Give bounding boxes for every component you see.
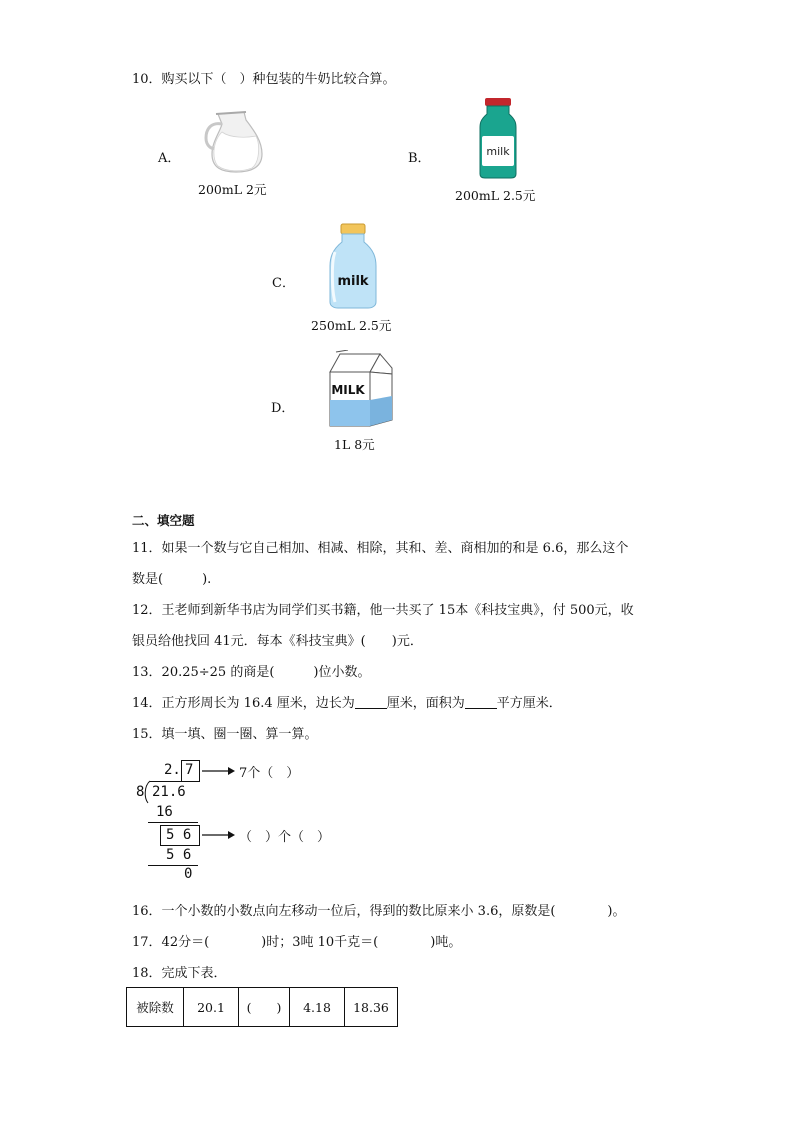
- q10-stem: 10．购买以下（ ）种包装的牛奶比较合算。: [132, 72, 396, 87]
- step3-product: 5 6: [166, 847, 192, 863]
- table-row: [127, 988, 398, 1027]
- q11-line1: 11．如果一个数与它自己相加、相减、相除，其和、差、商相加的和是 6.6，那么这个: [132, 541, 629, 556]
- q10-option-b-caption: 200mL 2.5元: [455, 188, 536, 203]
- q16-text: 16．一个小数的小数点向左移动一位后，得到的数比原来小 3.6，原数是( )。: [132, 904, 626, 919]
- division-bar: [150, 781, 198, 782]
- milk-carton-image: [326, 350, 396, 428]
- q14-text: [132, 692, 562, 711]
- q12-line1: 12．王老师到新华书店为同学们买书籍，他一共买了 15本《科技宝典》，付 500元，收: [132, 603, 634, 618]
- bottle-b-label: milk: [486, 145, 510, 158]
- q13-text: 13．20.25÷25 的商是( )位小数。: [132, 665, 371, 680]
- arrow-right-icon: [202, 829, 236, 841]
- q14-part3: 平方厘米．: [496, 696, 562, 711]
- dividend: 21.6: [152, 784, 186, 800]
- step2-remainder: 5 6: [166, 827, 192, 843]
- arrow-right-icon: [202, 765, 236, 777]
- q10-option-d-caption: 1L 8元: [334, 437, 375, 452]
- table-cell: 20.1: [184, 988, 239, 1027]
- quotient-digit-2: 2.: [164, 762, 181, 778]
- q15-note1: 7个（ ）: [239, 766, 300, 781]
- q10-option-b-letter: B．: [408, 151, 431, 166]
- step1-product: 16: [156, 804, 173, 820]
- q14-blank-side[interactable]: [355, 696, 387, 709]
- q15-stem: 15．填一填、圈一圈、算一算。: [132, 727, 318, 742]
- quotient-digit-7: 7: [185, 762, 194, 778]
- q15-note2: （ ）个（ ）: [239, 830, 331, 845]
- q18-stem: 18．完成下表．: [132, 966, 227, 981]
- q10-option-a-caption: 200mL 2元: [198, 182, 267, 197]
- divisor: 8: [136, 784, 145, 800]
- q10-option-d-letter: D．: [271, 401, 295, 416]
- q12-line2: 银员给他找回 41元．每本《科技宝典》( )元．: [132, 634, 423, 649]
- step1-line: [148, 822, 198, 823]
- q10-option-a-letter: A．: [158, 151, 181, 166]
- bottle-c-label: milk: [337, 274, 369, 289]
- q11-line2: 数是( ).: [132, 572, 212, 587]
- table-header-cell: 被除数: [127, 988, 184, 1027]
- q14-part1: 14．正方形周长为 16.4 厘米，边长为: [132, 696, 355, 711]
- table-cell: 4.18: [290, 988, 345, 1027]
- q14-blank-area[interactable]: [465, 696, 497, 709]
- q18-table: [126, 987, 398, 1027]
- q14-part2: 厘米，面积为: [386, 696, 465, 711]
- carton-label: MILK: [331, 383, 365, 397]
- q17-text: 17．42分＝( )时；3吨 10千克＝( )吨。: [132, 935, 462, 950]
- teal-milk-bottle-image: [478, 96, 518, 180]
- q10-option-c-caption: 250mL 2.5元: [311, 318, 392, 333]
- table-cell: 18.36: [345, 988, 398, 1027]
- final-remainder: 0: [184, 866, 193, 882]
- table-cell-blank[interactable]: ( ): [239, 988, 290, 1027]
- q10-option-c-letter: C．: [272, 276, 295, 291]
- section-title: 二、填空题: [132, 513, 195, 528]
- blue-milk-bottle-image: [326, 222, 380, 310]
- milk-jug-image: [204, 106, 266, 174]
